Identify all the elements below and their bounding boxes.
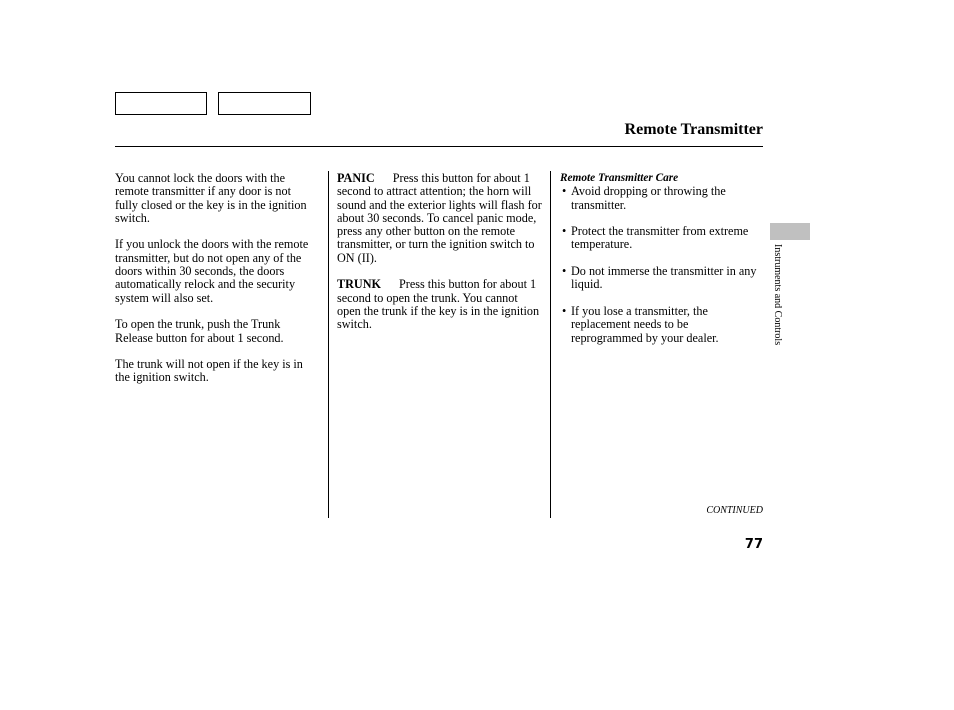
middle-column <box>337 172 542 345</box>
left-column <box>115 172 317 398</box>
panic-term: PANIC <box>337 171 375 185</box>
list-item: • If you lose a transmitter, the replacement needs to be reprogrammed by your dealer. <box>560 305 763 345</box>
continued-label: CONTINUED <box>706 505 763 516</box>
right-column <box>560 172 763 358</box>
column-divider <box>328 171 329 518</box>
trunk-text: Press this button for about 1 second to open the trunk. You cannot open the trunk if the key is in the ignition switch. <box>337 277 540 332</box>
panic-description <box>337 172 542 265</box>
list-item: • Protect the transmitter from extreme temperature. <box>560 225 763 252</box>
list-item: • Avoid dropping or throwing the transmitter. <box>560 185 763 212</box>
trunk-description <box>337 278 542 331</box>
paragraph: You cannot lock the doors with the remote transmitter if any door is not fully closed or the key is in the ignition switch. <box>115 171 307 225</box>
previous-page-button[interactable] <box>115 92 207 115</box>
list-item: • Do not immerse the transmitter in any liquid. <box>560 265 763 292</box>
title-divider <box>115 146 763 147</box>
care-section-title: Remote Transmitter Care <box>560 172 679 184</box>
page-title: Remote Transmitter <box>624 121 763 138</box>
paragraph: To open the trunk, push the Trunk Release button for about 1 second. <box>115 317 284 345</box>
paragraph: The trunk will not open if the key is in the ignition switch. <box>115 357 303 385</box>
paragraph: If you unlock the doors with the remote transmitter, but do not open any of the doors within 30 seconds, the doors automatically relock and the security system will also set. <box>115 237 309 305</box>
trunk-term: TRUNK <box>337 277 382 292</box>
section-tab-label: Instruments and Controls <box>772 244 783 346</box>
panic-text: Press this button for about 1 second to attract attention; the horn will sound and the exterior lights will flash for about 30 seconds. To cancel panic mode, press any other button on the remote transmitter, or turn the ignition switch to ON (II). <box>337 171 542 265</box>
next-page-button[interactable] <box>218 92 311 115</box>
section-tab <box>770 223 810 240</box>
page-number: 77 <box>744 537 763 552</box>
care-list <box>560 185 763 345</box>
column-divider <box>550 171 551 518</box>
